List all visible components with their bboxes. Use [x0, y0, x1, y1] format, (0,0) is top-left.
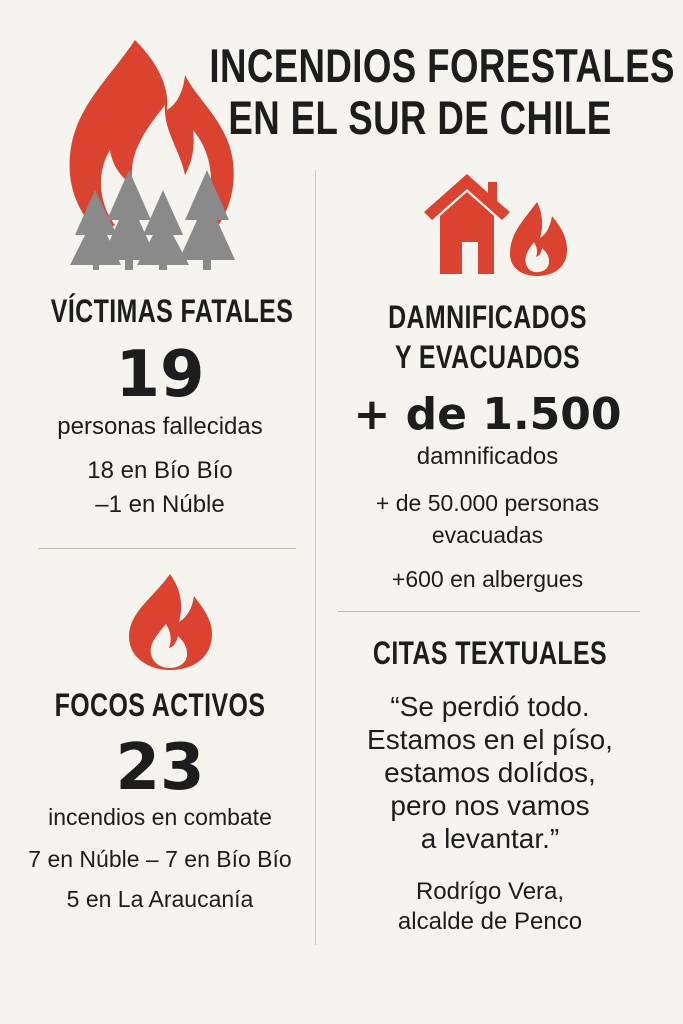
- damnificados-heading-2: Y EVACUADOS: [394, 339, 581, 375]
- victimas-caption: personas fallecidas: [57, 413, 263, 440]
- quote-line-3: estamos dolídos,: [384, 757, 596, 788]
- victimas-section: [20, 290, 300, 520]
- damnificados-number: + de 1.500: [353, 389, 622, 440]
- victimas-heading: VÍCTIMAS FATALES: [50, 293, 294, 329]
- victimas-detail-1: 18 en Bío Bío: [87, 457, 233, 484]
- title-line-1: INCENDIOS FORESTALES: [209, 39, 675, 92]
- author-line-2: alcalde de Penco: [397, 908, 583, 935]
- focos-caption: incendios en combate: [48, 804, 272, 830]
- left-divider: [38, 548, 296, 549]
- quote: [325, 690, 655, 855]
- citas-section: [325, 632, 655, 937]
- quote-line-5: a levantar.”: [420, 823, 560, 854]
- damnificados-detail-1: + de 50.000 personas: [375, 490, 600, 516]
- focos-detail-1: 7 en Núble – 7 en Bío Bío: [28, 846, 292, 872]
- page-title: [209, 39, 675, 144]
- damnificados-detail-2: evacuadas: [431, 522, 544, 548]
- quote-line-4: pero nos vamos: [390, 790, 590, 821]
- damnificados-detail-3: +600 en albergues: [391, 566, 584, 592]
- damnificados-section: [325, 296, 650, 594]
- flame-icon: [124, 572, 216, 672]
- damnificados-caption: damnificados: [416, 443, 559, 470]
- focos-section: [10, 684, 310, 914]
- focos-number: 23: [115, 731, 205, 805]
- quote-line-1: “Se perdió todo.: [390, 691, 590, 722]
- house-fire-icon: [422, 172, 572, 278]
- focos-heading: FOCOS ACTIVOS: [54, 687, 266, 723]
- focos-detail-2: 5 en La Araucanía: [66, 886, 254, 912]
- damnificados-heading-1: DAMNIFICADOS: [388, 299, 587, 335]
- citas-heading: CITAS TEXTUALES: [372, 635, 608, 671]
- title-line-2: EN EL SUR DE CHILE: [228, 91, 612, 144]
- quote-line-2: Estamos en el píso,: [367, 724, 613, 755]
- author-line-1: Rodrígo Vera,: [415, 878, 565, 905]
- victimas-detail-2: –1 en Núble: [95, 491, 225, 518]
- vertical-divider: [315, 170, 316, 945]
- victimas-number: 19: [115, 338, 205, 412]
- right-divider: [338, 611, 640, 612]
- quote-author: [325, 877, 655, 937]
